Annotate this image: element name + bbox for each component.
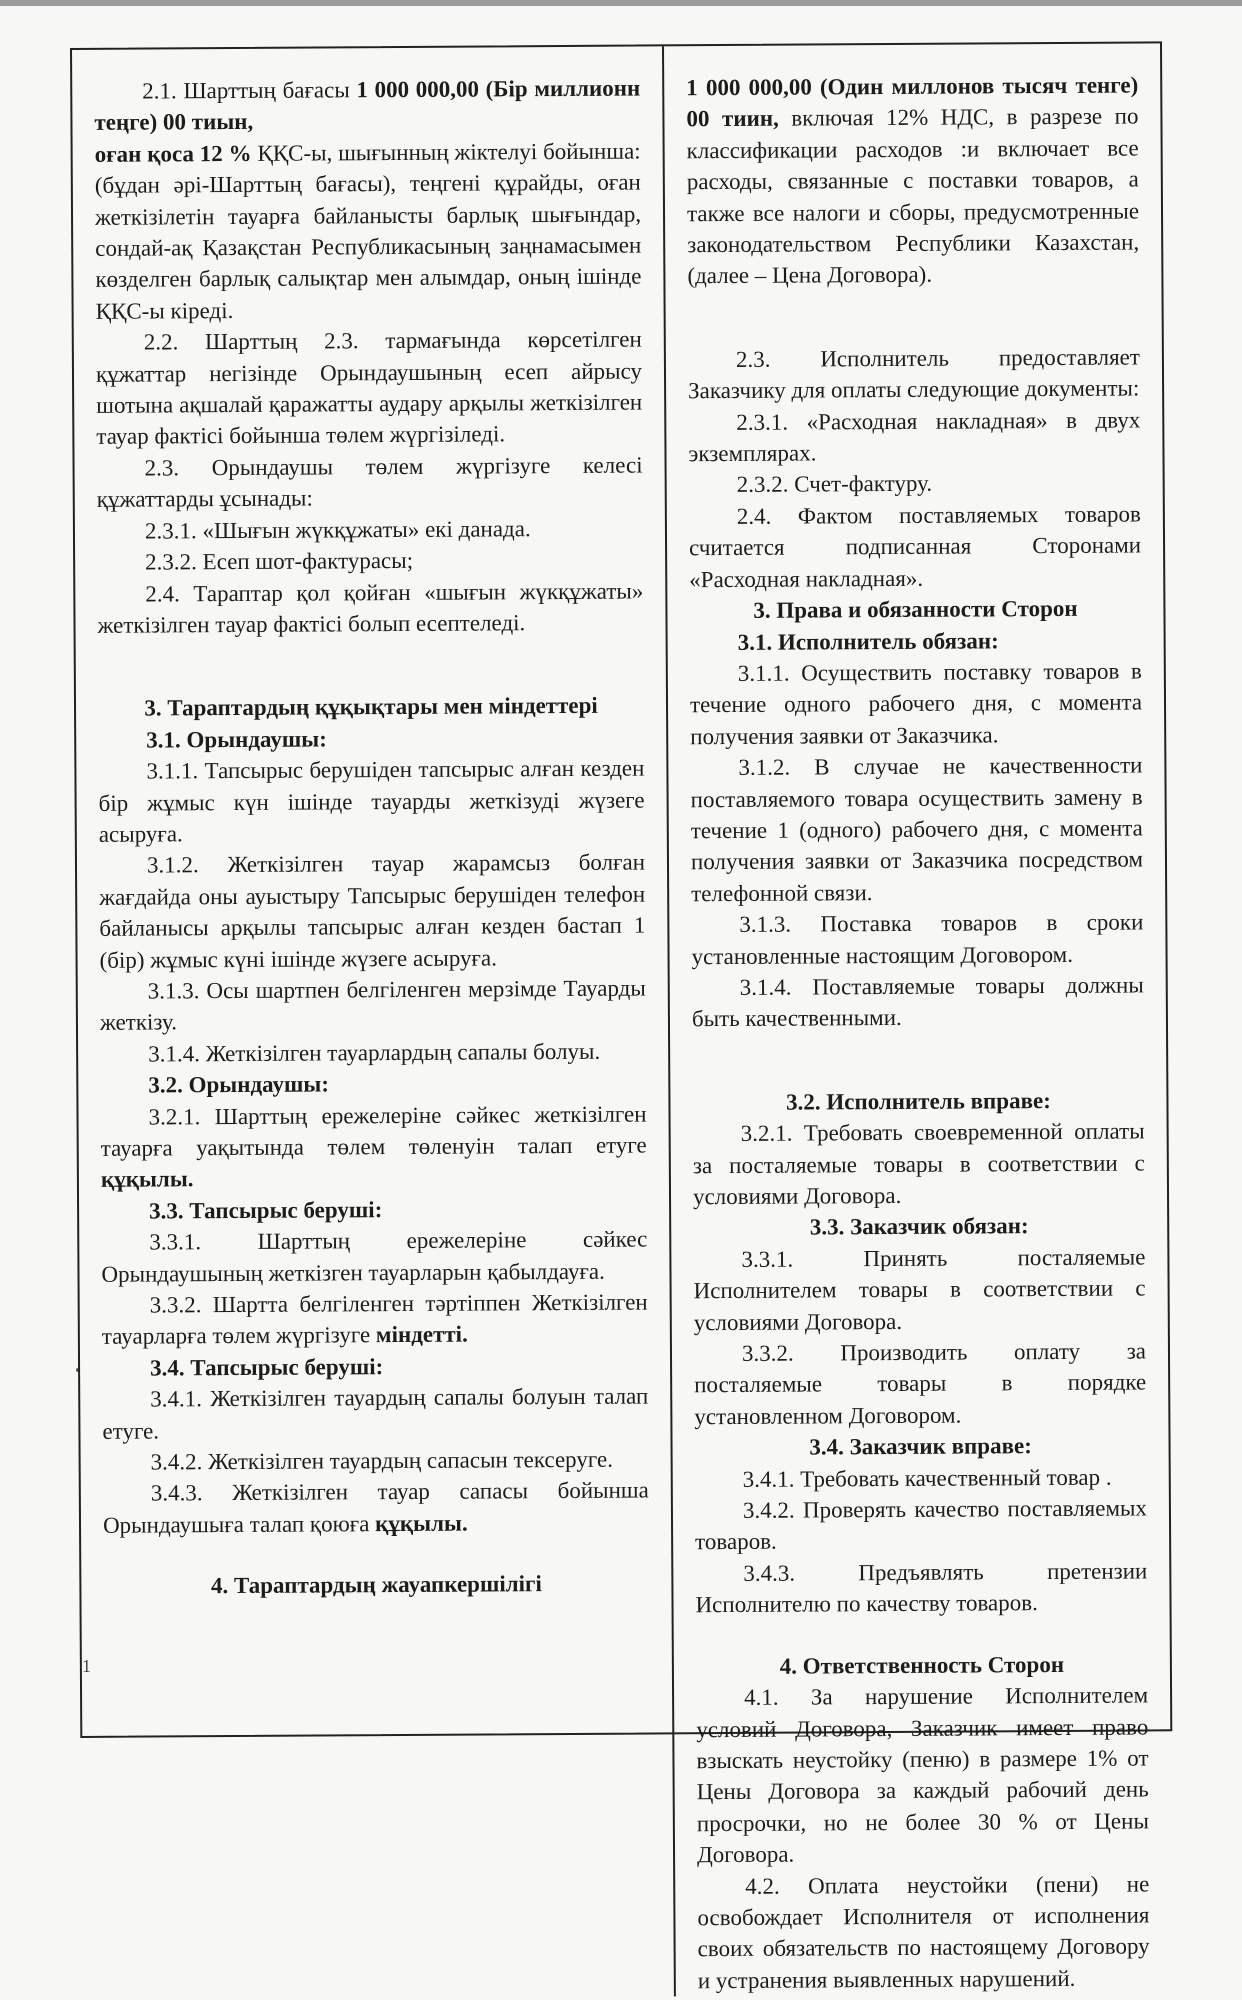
clause-3-1-2-ru: 3.1.2. В случае не качественности поставляемого товара осуществить замену в течение 1 (одного) рабочего дня, с момента получения заявки от Заказчика посредством телефонной связи.: [690, 752, 1144, 906]
russian-column: [664, 43, 1172, 1996]
clause-2-3-2-ru: 2.3.2. Счет-фактуру.: [736, 471, 933, 498]
clause-3-1-4-ru: 3.1.4. Поставляемые товары должны быть качественными.: [691, 972, 1144, 1032]
clause-2-1-rest: ҚҚС-ы, шығынның жіктелуі бойынша:(бұдан әрі-Шарттың бағасы), теңгені құрайды, оған жеткізілетін тауарға байланысты барлық шығындар, сондай-ақ Қазақстан Республикасының заңнамасымен көзделген барлық салықтар мен алымдар, оның ішінде ҚҚС-ы кіреді.: [94, 138, 642, 324]
clause-3-4-1: 3.4.1. Жеткізілген тауардың сапалы болуын талап етуге.: [102, 1383, 649, 1444]
clause-3-4-3: [103, 1475, 649, 1541]
clause-3-3-1: 3.3.1. Шарттың ережелеріне сәйкес Орындаушының жеткізген тауарларын қабылдауға.: [101, 1226, 648, 1287]
clause-2-1-ru: [686, 69, 1139, 292]
heading-3-1: 3.1. Орындаушы:: [146, 726, 327, 753]
clause-3-4-1-ru: 3.4.1. Требовать качественный товар .: [742, 1464, 1112, 1492]
clause-2-4-ru: 2.4. Фактом поставляемых товаров считается подписанная Сторонами «Расходная накладная».: [688, 501, 1142, 592]
clause-3-3-1-ru: 3.3.1. Принять посталяемые Исполнителем товары в соответствии с условиями Договора.: [693, 1244, 1146, 1335]
clause-3-3-2-bold: міндетті.: [375, 1322, 468, 1348]
clause-2-3: 2.3. Орындаушы төлем жүргізуге келесі құжаттарды ұсынады:: [96, 452, 643, 513]
clause-2-4: 2.4. Тараптар қол қойған «шығын жүкқұжаты» жеткізілген тауар фактісі болып есептеледі.: [97, 578, 644, 638]
clause-2-3-1: 2.3.1. «Шығын жүкқұжаты» екі данада.: [144, 515, 531, 544]
clause-3-2-1: [100, 1098, 647, 1196]
clause-3-4-2: 3.4.2. Жеткізілген тауардың сапасын тексеруге.: [150, 1446, 613, 1475]
heading-3-3: 3.3. Тапсырыс беруші:: [149, 1196, 383, 1224]
clause-4-1-ru: 4.1. За нарушение Исполнителем условий Договора, Заказчик имеет право взыскать неустойку (пеню) в размере 1% от Цены Договора за каждый рабочий день просрочки, но не более 30 % от Цены Договора.: [696, 1682, 1149, 1868]
clause-2-1: [94, 73, 640, 139]
clause-3-1-2: 3.1.2. Жеткізілген тауар жарамсыз болған жағдайда оны ауыстыру Тапсырыс берушіден телефон байланысы арқылы тапсырыс алған кезден бастап 1 (бір) жұмыс күні ішінде жүзеге асыруға.: [99, 849, 646, 973]
heading-3-2-ru: 3.2. Исполнитель вправе:: [785, 1087, 1051, 1115]
clause-3-1-3: 3.1.3. Осы шартпен белгіленген мерзімде Тауарды жеткізу.: [99, 975, 646, 1036]
kazakh-column: [72, 46, 676, 2000]
clause-3-4-3-bold: құқылы.: [375, 1510, 468, 1537]
heading-3-2: 3.2. Орындаушы:: [148, 1071, 330, 1098]
clause-2-1-text: 2.1. Шарттың бағасы: [142, 77, 357, 104]
heading-3-4-ru: 3.4. Заказчик вправе:: [809, 1433, 1032, 1460]
clause-2-1-amount: 1 000 000,00 (Бір миллионн теңге) 00 тиын,: [94, 75, 641, 136]
clause-2-3-2: 2.3.2. Есеп шот-фактурасы;: [145, 548, 414, 575]
clause-3-1-3-ru: 3.1.3. Поставка товаров в сроки установленные настоящим Договором.: [691, 909, 1144, 969]
clause-2-3-ru: 2.3. Исполнитель предоставляет Заказчику для оплаты следующие документы:: [688, 344, 1140, 404]
section-4-heading-ru: 4. Ответственность Сторон: [779, 1651, 1065, 1679]
clause-3-2-1-text: 3.2.1. Шарттың ережелеріне сәйкес жеткізілген тауарға уақытында төлем төленуін талап етуге: [100, 1101, 647, 1161]
clause-3-3-2-text: 3.3.2. Шартта белгіленген тәртіппен Жеткізілген тауарларға төлем жүргізуге: [101, 1289, 648, 1350]
clause-2-1-ru-text: включая 12% НДС, в разрезе по классификации расходов :и включает все расходы, связанные с поставки товаров, а также все налоги и сборы, предусмотренные законодательством Республики Казахстан, (далее – Цена Договора).: [686, 103, 1140, 289]
clause-3-4-3-text: 3.4.3. Жеткізілген тауар сапасы бойынша Орындаушыға талап қоюға: [102, 1477, 649, 1538]
heading-3-1-ru: 3.1. Исполнитель обязан:: [737, 627, 999, 655]
section-3-heading: 3. Тараптардың құқықтары мен міндеттері: [144, 693, 598, 721]
margin-mark: 1: [82, 1656, 91, 1676]
clause-3-2-1-bold: құқылы.: [100, 1166, 194, 1193]
scan-top-edge: [0, 0, 1242, 6]
bilingual-contract-table: [70, 41, 1172, 1993]
clause-3-4-2-ru: 3.4.2. Проверять качество поставляемых товаров.: [695, 1495, 1148, 1555]
clause-3-3-2: [102, 1287, 648, 1353]
clause-3-1-1-ru: 3.1.1. Осуществить поставку товаров в течение одного рабочего дня, с момента получения заявки от Заказчика.: [689, 658, 1143, 749]
clause-3-1-4: 3.1.4. Жеткізілген тауарлардың сапалы болуы.: [148, 1038, 601, 1067]
clause-3-4-3-ru: 3.4.3. Предъявлять претензии Исполнителю по качеству товаров.: [695, 1558, 1148, 1618]
clause-2-2: 2.2. Шарттың 2.3. тармағында көрсетілген құжаттар негізінде Орындаушының есеп айрысу шотына ақшалай қаражатты аудару арқылы жеткізілген тауар фактісі бойынша төлем жүргізіледі.: [95, 326, 643, 450]
clause-2-3-1-ru: 2.3.1. «Расходная накладная» в двух экземплярах.: [688, 407, 1141, 467]
clause-3-1-1: 3.1.1. Тапсырыс берушіден тапсырыс алған кезден бір жұмыс күн ішінде тауарды жеткізуді жүзеге асыруға.: [98, 755, 645, 847]
clause-4-2-ru: 4.2. Оплата неустойки (пени) не освобождает Исполнителя от исполнения своих обязательств по настоящему Договору и устранения выявленных нарушений.: [697, 1870, 1150, 1993]
clause-3-3-2-ru: 3.3.2. Производить оплату за посталяемые товары в порядке установленном Договором.: [694, 1338, 1147, 1430]
heading-3-3-ru: 3.3. Заказчик обязан:: [809, 1213, 1029, 1240]
section-3-heading-ru: 3. Права и обязанности Сторон: [753, 595, 1078, 623]
clause-2-1-ru-amount: 1 000 000,00 (Один миллонов тысяч тенге) 00 тиин,: [686, 72, 1139, 132]
section-4-heading: 4. Тараптардың жауапкершілігі: [210, 1571, 542, 1599]
heading-3-4: 3.4. Тапсырыс беруші:: [149, 1353, 384, 1381]
clause-3-2-1-ru: 3.2.1. Требовать своевременной оплаты за посталяемые товары в соответствии с условиями Договора.: [692, 1118, 1145, 1210]
clause-2-1-cont: [95, 135, 642, 327]
clause-2-1-vat: оған қоса 12 %: [94, 140, 258, 167]
